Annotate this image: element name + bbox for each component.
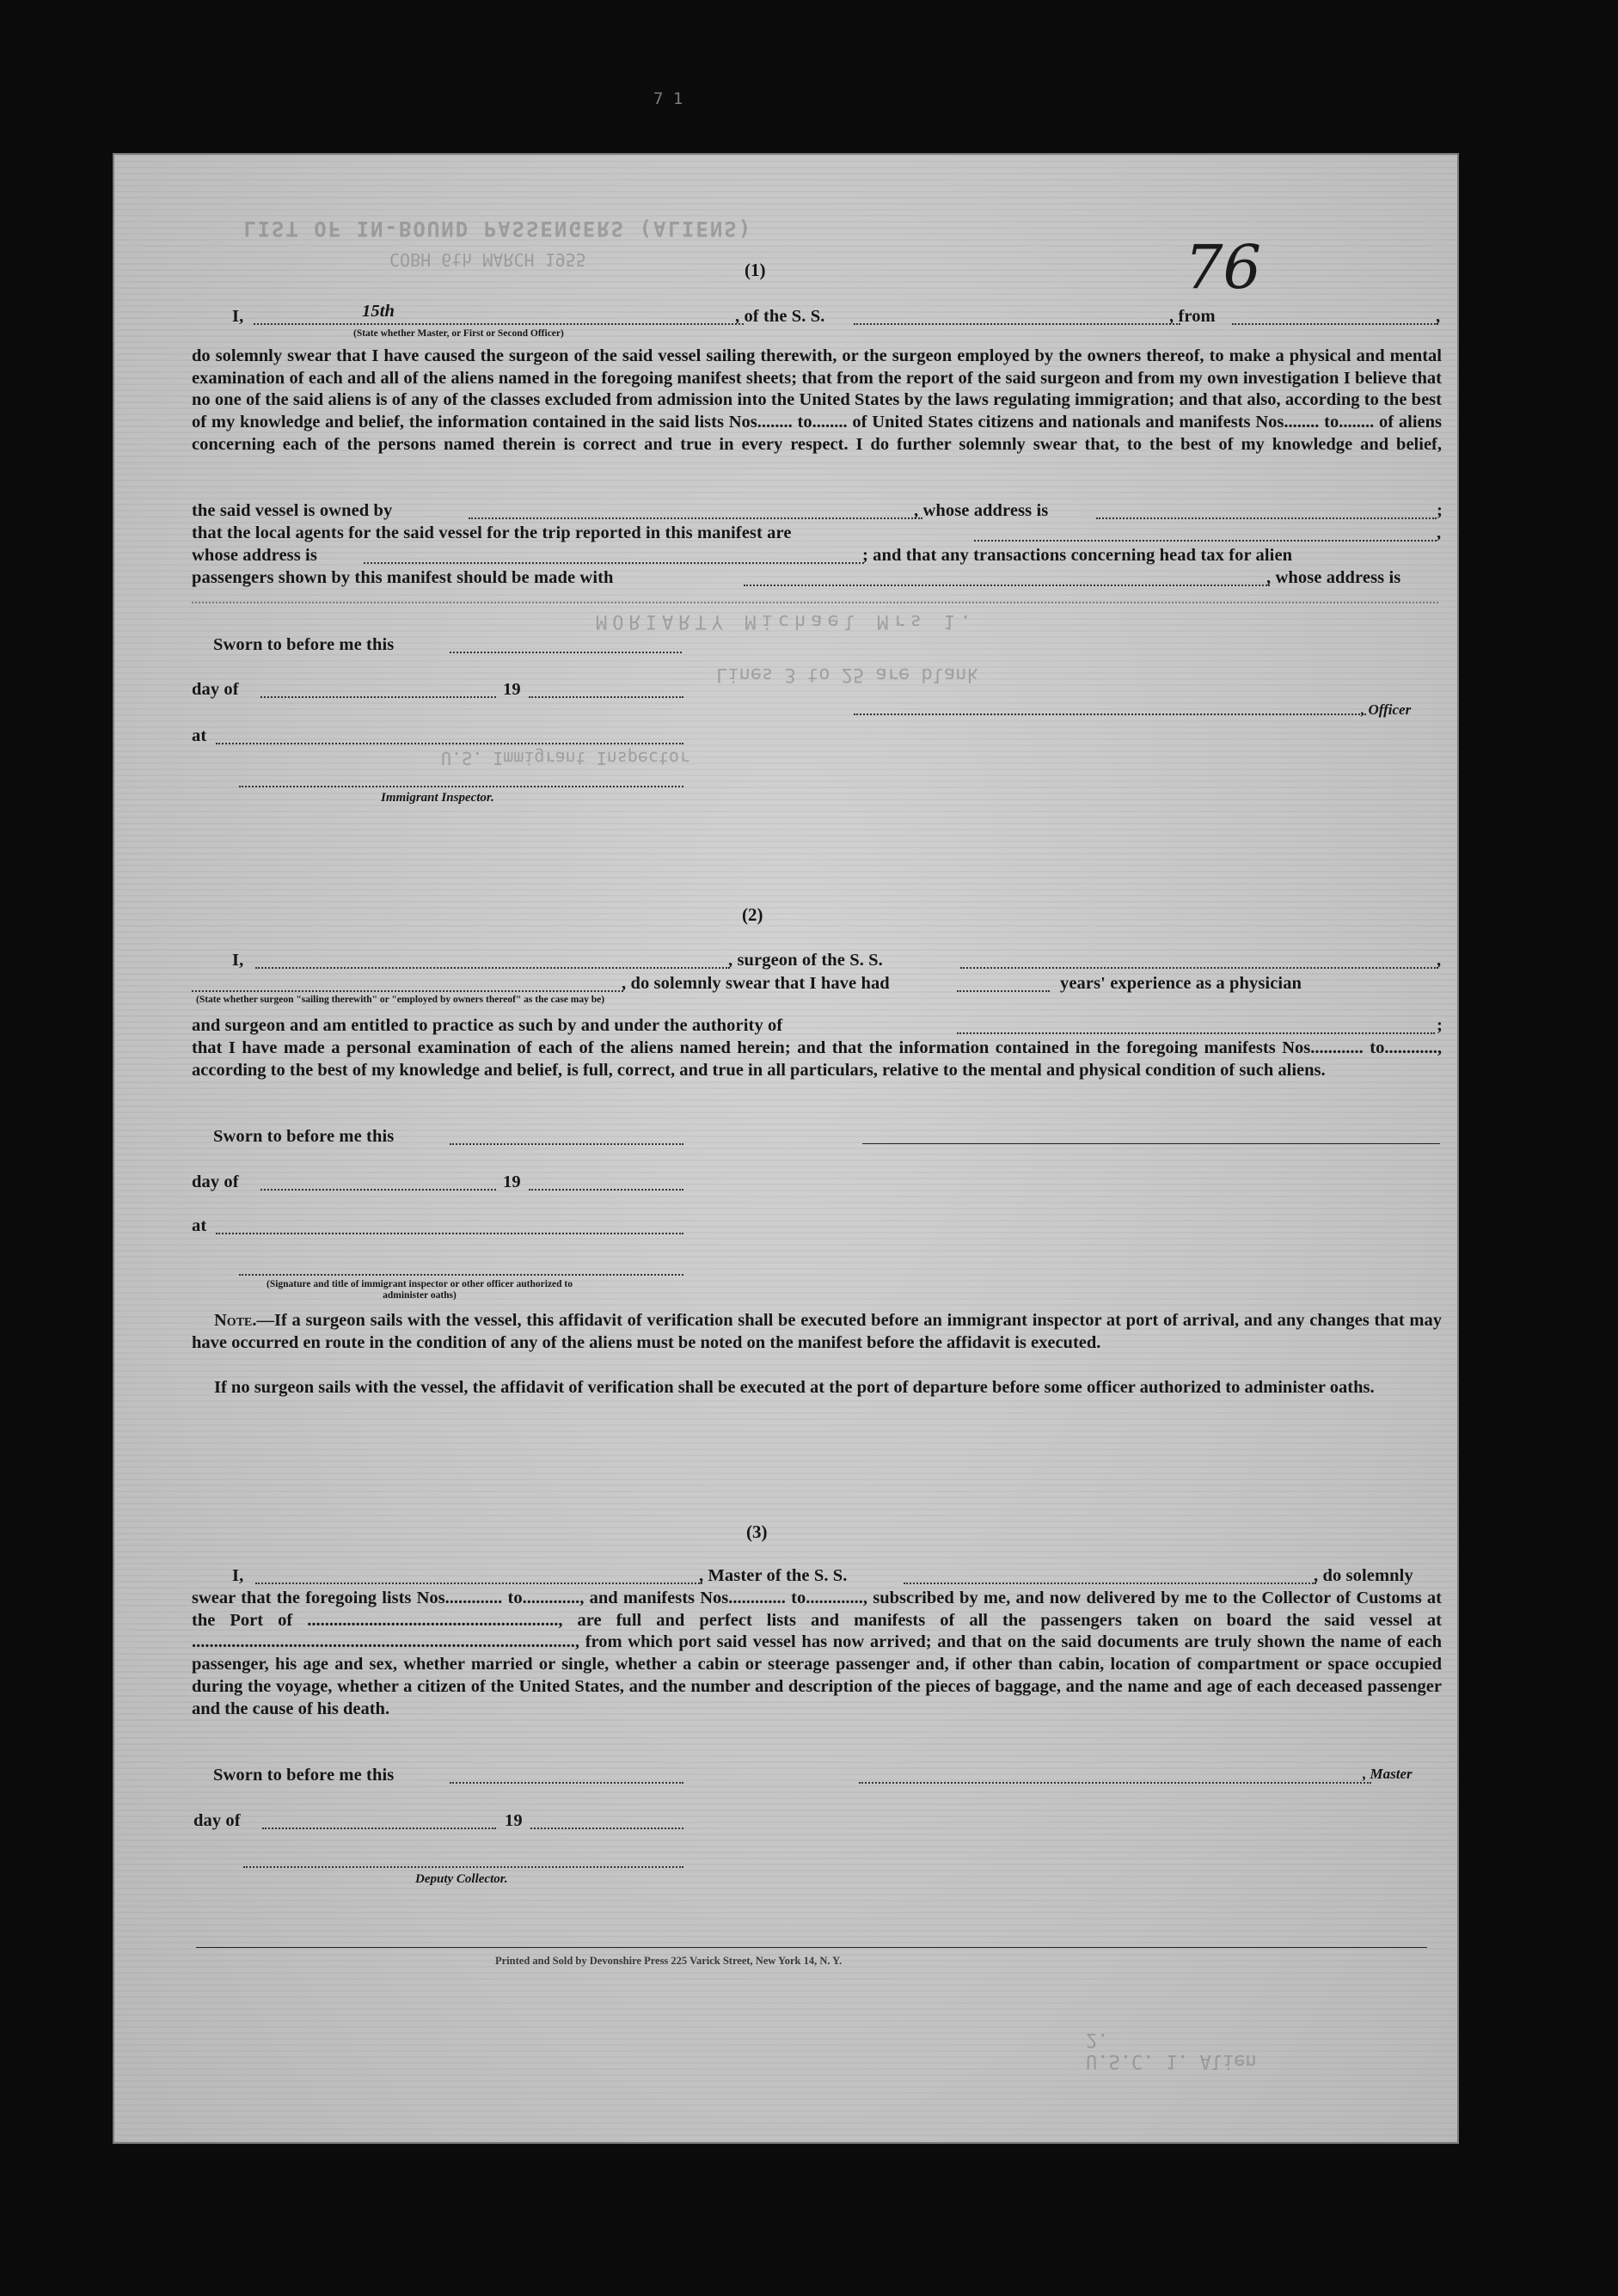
fill-line [974, 540, 1437, 542]
year-label-3: 19 [505, 1811, 523, 1830]
fill-line [1232, 323, 1438, 325]
section-1-paragraph: do solemnly swear that I have caused the surgeon of the said vessel sailing therewith, or the surgeon employed by the owners thereof, to make a physical and mental examination of each and all of the aliens named in the foregoing manifest sheets; that from the report of the said surgeon and from my own investigation I believe that no one of the said aliens is of any of the classes excluded from admission into the United States by the laws regulating immigration; and that also, according to the best of my knowledge and belief, the information contained in the said lists Nos........ to........ of United States citizens and nationals and manifests Nos........ to........ of aliens concerning each of the persons named therein is correct and true in every respect. I do further solemnly swear that, to the best of my knowledge and belief, [192, 346, 1442, 454]
bleed-through-bottom-notes: U.S.C. 1. Alien 2. [1086, 2029, 1257, 2072]
sworn-label-2: Sworn to before me this [213, 1127, 395, 1146]
fill-line [260, 696, 496, 698]
section-3-paragraph: swear that the foregoing lists Nos............. to............., and manifests Nos............. to............., subscribed by me, and now delivered by me to the Collector of Customs at the Port of ........................................................., are full and perfect lists and manifests of all the passengers taken on board the said vessel at ......................................................................................., from which port said vessel has now arrived; and that on the said documents are truly shown the name of each passenger, his age and sex, whether married or single, whether a cabin or steerage passenger and, if other than cabin, location of compartment or space occupied during the voyage, whether a citizen of the United States, and the number and description of the pieces of baggage, and the name and age of each deceased passenger and the cause of his death. [192, 1589, 1442, 1718]
fill-line [744, 585, 1270, 586]
fill-line [255, 967, 730, 969]
owned-by-label: the said vessel is owned by [192, 501, 393, 520]
semicolon: ; [1437, 501, 1443, 520]
bleed-through-header: COBH 6th MARCH 1955 [389, 249, 586, 270]
day-of-label-2: day of [192, 1172, 239, 1191]
section-2-paragraph-text: that I have made a personal examination of each of the aliens named herein; and that the information contained in the foregoing manifests Nos............ to............, according to the best of my knowledge and belief, is full, correct, and true in all particulars, relative to the mental and physical condition of such aliens. [192, 1038, 1442, 1080]
solemnly-swear-label: , do solemnly swear that I have had [622, 974, 890, 993]
officer-signature-line [854, 713, 1366, 715]
bleed-through-note: Lines 3 to 25 are blank [716, 664, 978, 685]
day-of-label-3: day of [193, 1811, 241, 1830]
fill-line [450, 1143, 683, 1145]
signature-line-2 [862, 1143, 1440, 1144]
handwritten-date: 15th [362, 302, 395, 321]
fill-line [960, 967, 1438, 969]
fill-line [450, 1782, 683, 1784]
day-of-label-1: day of [192, 680, 239, 699]
years-experience-label: years' experience as a physician [1060, 974, 1302, 993]
note-paragraph-2: If no surgeon sails with the vessel, the affidavit of verification shall be executed at the port of departure before some officer authorized to administer oaths. [214, 1378, 1375, 1397]
fill-line [1096, 517, 1437, 519]
head-tax-label: ; and that any transactions concerning head tax for alien [862, 546, 1293, 565]
fill-line [364, 562, 864, 564]
comma: , [1437, 951, 1442, 970]
fill-line [854, 323, 1180, 325]
fill-line [216, 743, 683, 744]
bleed-through-inspector: U.S. Immigrant Inspector [441, 748, 689, 768]
whose-address-label-2: whose address is [192, 546, 317, 565]
immigrant-inspector-caption: Immigrant Inspector. [381, 791, 494, 805]
fill-line [255, 1583, 702, 1584]
state-caption-2: (State whether surgeon "sailing therewith" or "employed by owners thereof" as the case may be) [196, 995, 605, 1005]
year-label-1: 19 [503, 680, 521, 699]
inspector-signature-line-2 [239, 1274, 683, 1276]
fill-line [469, 517, 922, 519]
whose-address-label: , whose address is [914, 501, 1049, 520]
section-2-number: (2) [742, 904, 763, 925]
printer-footer: Printed and Sold by Devonshire Press 225 Varick Street, New York 14, N. Y. [495, 1955, 843, 1967]
at-label-2: at [192, 1216, 207, 1235]
authority-label: and surgeon and am entitled to practice as such by and under the authority of [192, 1016, 783, 1035]
state-caption: (State whether Master, or First or Second Officer) [353, 328, 564, 339]
fill-line [904, 1583, 1316, 1584]
footer-rule [196, 1947, 1427, 1948]
section-3-number: (3) [746, 1521, 768, 1542]
fill-line [192, 602, 1438, 603]
comma: , [1436, 307, 1441, 326]
whose-address-label-3: , whose address is [1266, 568, 1401, 587]
from-label: , from [1169, 307, 1216, 326]
do-solemnly-label: , do solemnly [1314, 1566, 1413, 1585]
note-paragraph [192, 1310, 1442, 1354]
section-1-number: (1) [745, 260, 766, 280]
bleed-through-top-mark: 7 1 [653, 89, 683, 108]
master-of-ss-label: , Master of the S. S. [699, 1566, 848, 1585]
fill-line [260, 1189, 496, 1191]
handwritten-page-number: 76 [1185, 232, 1262, 303]
bleed-through-names: MORIARTY Michael Mrs 1. [596, 610, 977, 632]
officer-label: , Officer [1361, 701, 1412, 718]
fill-line [530, 1828, 683, 1829]
note-text: —If a surgeon sails with the vessel, this affidavit of verification shall be executed before an immigrant inspector at port of arrival, and any changes that may have occurred en route in the condition of any of the aliens must be noted on the manifest before the affidavit is executed. [192, 1311, 1442, 1352]
fill-line [450, 652, 682, 653]
surgeon-i-label: I, [232, 951, 244, 970]
section-2-paragraph [192, 1038, 1442, 1081]
deputy-collector-caption: Deputy Collector. [415, 1872, 508, 1886]
fill-line [216, 1233, 683, 1234]
year-label-2: 19 [503, 1172, 521, 1191]
comma: , [1437, 523, 1442, 542]
of-the-ss-label: , of the S. S. [735, 307, 825, 326]
fill-line [262, 1828, 496, 1829]
master-label: , Master [1363, 1766, 1413, 1782]
manifest-page [114, 155, 1457, 2142]
fill-line [192, 990, 623, 992]
inspector-signature-line [239, 786, 683, 787]
master-signature-line [859, 1782, 1371, 1784]
sworn-label-1: Sworn to before me this [213, 635, 395, 654]
section-1-line-i: I, [232, 307, 244, 326]
bleed-through-header: LIST OF IN-BOUND PASSENGERS (ALIENS) [243, 217, 753, 241]
master-i-label: I, [232, 1566, 244, 1585]
note-label: Note. [214, 1311, 257, 1330]
semicolon: ; [1437, 1016, 1443, 1035]
passengers-label: passengers shown by this manifest should be made with [192, 568, 614, 587]
at-label-1: at [192, 726, 207, 745]
signature-caption: (Signature and title of immigrant inspector or other officer authorized to administer oaths) [266, 1279, 573, 1301]
fill-line [254, 323, 744, 325]
fill-line [957, 990, 1050, 992]
fill-line [957, 1032, 1435, 1034]
fill-line [529, 696, 683, 698]
local-agents-label: that the local agents for the said vessel for the trip reported in this manifest are [192, 523, 792, 542]
sworn-label-3: Sworn to before me this [213, 1766, 395, 1785]
fill-line [529, 1189, 683, 1191]
surgeon-of-ss-label: , surgeon of the S. S. [728, 951, 883, 970]
collector-signature-line [243, 1866, 683, 1868]
